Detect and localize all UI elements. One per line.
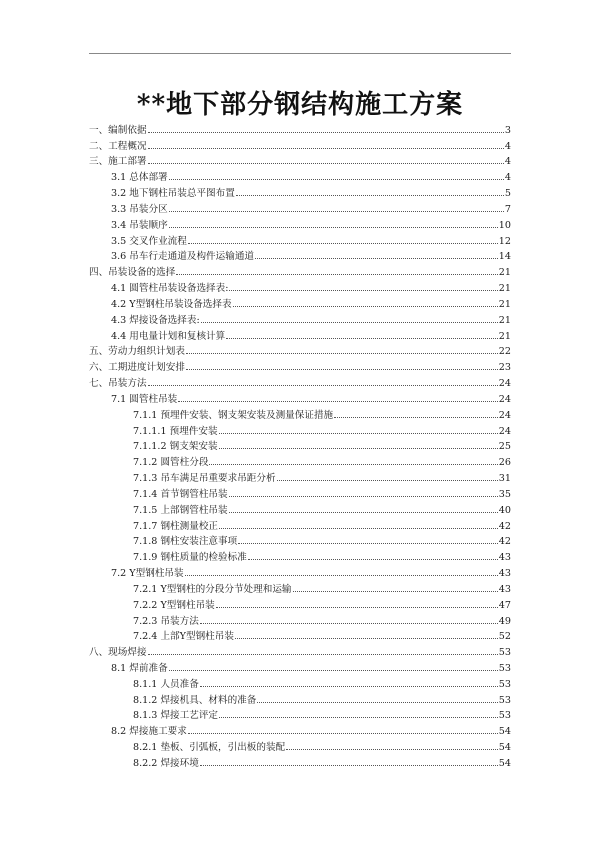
toc-entry-label: 五、劳动力组织计划表 [89,346,185,358]
toc-entry-label: 7.2.4 上部Y型钢柱吊装 [133,631,234,643]
toc-leader-dots [216,607,498,608]
toc-leader-dots [235,638,498,639]
toc-leader-dots [148,148,504,149]
toc-leader-dots [219,448,498,449]
toc-leader-dots [219,528,498,529]
toc-entry-page: 21 [498,330,511,342]
toc-entry-label: 4.2 Y型钢柱吊装设备选择表 [111,298,232,310]
toc-leader-dots [229,512,498,513]
toc-entry[interactable] [89,516,511,532]
toc-leader-dots [148,654,498,655]
toc-entry-page: 12 [498,235,511,247]
toc-entry-label: 7.1.7 钢柱测量校正 [133,520,219,532]
toc-entry-label: 一、编制依据 [89,124,147,136]
toc-entry[interactable] [89,753,511,769]
toc-entry-page: 54 [498,726,511,738]
toc-entry-label: 7.2.3 吊装方法 [133,615,199,627]
toc-leader-dots [148,385,498,386]
toc-entry[interactable] [89,199,511,215]
toc-entry-label: 八、现场焊接 [89,647,147,659]
toc-entry-page: 42 [498,520,511,532]
toc-entry-label: 7.2.2 Y型钢柱吊装 [133,599,215,611]
toc-entry[interactable] [89,310,511,326]
toc-leader-dots [219,717,498,718]
toc-entry[interactable] [89,674,511,690]
toc-entry-label: 7.1.2 圆管柱分段 [133,457,209,469]
toc-entry-page: 47 [498,599,511,611]
toc-entry-label: 7.1.8 钢柱安装注意事项 [133,536,238,548]
toc-entry[interactable] [89,326,511,342]
toc-leader-dots [293,591,498,592]
toc-entry-page: 53 [498,678,511,690]
toc-entry-label: 8.1.1 人员准备 [133,678,199,690]
toc-entry-label: 3.4 吊装顺序 [111,219,168,231]
toc-entry[interactable] [89,642,511,658]
toc-leader-dots [148,163,504,164]
toc-entry-page: 4 [504,156,511,168]
toc-leader-dots [255,258,498,259]
toc-entry-page: 4 [504,140,511,152]
toc-entry-label: 8.1.2 焊接机具、材料的准备 [133,694,257,706]
toc-entry-label: 三、施工部署 [89,156,147,168]
toc-entry[interactable] [89,342,511,358]
toc-entry-label: 8.1 焊前准备 [111,662,168,674]
toc-leader-dots [226,338,498,339]
toc-leader-dots [236,195,504,196]
toc-entry-page: 22 [498,346,511,358]
toc-entry-page: 10 [498,219,511,231]
toc-entry[interactable] [89,373,511,389]
toc-entry[interactable] [89,405,511,421]
toc-entry[interactable] [89,468,511,484]
toc-entry-label: 7.1.1.1 预埋件安装 [133,425,218,437]
toc-entry[interactable] [89,737,511,753]
toc-entry[interactable] [89,247,511,263]
toc-entry-page: 3 [504,124,511,136]
toc-entry-label: 3.1 总体部署 [111,172,168,184]
toc-entry-label: 3.5 交叉作业流程 [111,235,187,247]
toc-entry[interactable] [89,294,511,310]
toc-entry[interactable] [89,278,511,294]
table-of-contents [89,120,511,769]
toc-entry[interactable] [89,579,511,595]
toc-entry-page: 53 [498,710,511,722]
toc-leader-dots [233,306,498,307]
toc-leader-dots [229,290,497,291]
toc-entry[interactable] [89,627,511,643]
toc-entry-page: 21 [498,267,511,279]
toc-entry[interactable] [89,721,511,737]
toc-entry-label: 7.1.3 吊车满足吊重要求吊距分析 [133,473,276,485]
toc-entry-label: 4.1 圆管柱吊装设备选择表: [111,283,229,295]
toc-entry-page: 21 [498,314,511,326]
toc-entry-page: 40 [498,504,511,516]
toc-leader-dots [185,575,498,576]
toc-entry-page: 43 [498,568,511,580]
toc-entry-label: 7.1 圆管柱吊装 [111,393,178,405]
toc-leader-dots [286,749,498,750]
toc-entry-page: 4 [504,172,511,184]
toc-entry[interactable] [89,262,511,278]
toc-leader-dots [334,417,498,418]
toc-entry[interactable] [89,136,511,152]
toc-leader-dots [169,670,498,671]
toc-entry-label: 3.2 地下钢柱吊装总平图布置 [111,188,235,200]
toc-leader-dots [219,433,498,434]
toc-entry[interactable] [89,167,511,183]
toc-entry[interactable] [89,120,511,136]
toc-entry-label: 8.2 焊接施工要求 [111,726,187,738]
toc-leader-dots [248,559,498,560]
toc-entry-label: 7.1.1.2 钢支架安装 [133,441,218,453]
toc-entry[interactable] [89,389,511,405]
toc-leader-dots [238,543,498,544]
toc-entry-page: 52 [498,631,511,643]
toc-entry-page: 5 [504,188,511,200]
toc-leader-dots [148,132,504,133]
toc-entry-page: 43 [498,552,511,564]
toc-entry-page: 24 [498,393,511,405]
toc-entry-page: 24 [498,378,511,390]
toc-entry[interactable] [89,706,511,722]
toc-entry[interactable] [89,500,511,516]
toc-entry[interactable] [89,357,511,373]
toc-entry[interactable] [89,595,511,611]
toc-leader-dots [200,765,498,766]
toc-entry-label: 4.4 用电量计划和复核计算 [111,330,226,342]
toc-leader-dots [257,702,497,703]
toc-entry-label: 7.1.5 上部钢管柱吊装 [133,504,228,516]
toc-entry-label: 四、吊装设备的选择 [89,267,176,279]
toc-entry-page: 53 [498,662,511,674]
toc-entry-page: 21 [498,298,511,310]
toc-entry-label: 7.1.1 预埋件安装、钢支架安装及测量保证措施 [133,409,334,421]
toc-leader-dots [169,227,498,228]
toc-entry[interactable] [89,215,511,231]
toc-entry-page: 43 [498,583,511,595]
toc-entry-page: 25 [498,441,511,453]
toc-leader-dots [169,179,504,180]
toc-entry[interactable] [89,690,511,706]
toc-entry[interactable] [89,547,511,563]
toc-entry-label: 4.3 焊接设备选择表: [111,314,200,326]
toc-entry-page: 42 [498,536,511,548]
toc-entry-page: 54 [498,757,511,769]
toc-leader-dots [186,353,498,354]
toc-entry[interactable] [89,484,511,500]
toc-leader-dots [229,496,498,497]
toc-entry-label: 7.1.9 钢柱质量的检验标准 [133,552,247,564]
toc-leader-dots [169,211,504,212]
toc-entry[interactable] [89,658,511,674]
toc-entry[interactable] [89,532,511,548]
toc-entry-page: 54 [498,742,511,754]
toc-leader-dots [188,243,498,244]
toc-entry-label: 8.2.2 焊接环境 [133,757,199,769]
toc-entry-label: 7.1.4 首节钢管柱吊装 [133,488,228,500]
toc-leader-dots [201,322,498,323]
toc-entry-page: 7 [504,203,511,215]
toc-entry[interactable] [89,611,511,627]
toc-leader-dots [209,464,497,465]
toc-entry-page: 53 [498,694,511,706]
toc-leader-dots [277,480,498,481]
toc-leader-dots [200,623,498,624]
toc-leader-dots [188,733,498,734]
toc-entry-label: 8.2.1 垫板、引弧板，引出板的装配 [133,742,286,754]
toc-entry-page: 49 [498,615,511,627]
toc-entry-label: 二、工程概况 [89,140,147,152]
toc-entry-page: 35 [498,488,511,500]
document-title: **地下部分钢结构施工方案 [136,90,464,120]
toc-leader-dots [200,686,498,687]
toc-leader-dots [176,274,497,275]
toc-entry[interactable] [89,437,511,453]
toc-entry-page: 26 [498,457,511,469]
toc-entry-label: 六、工期进度计划安排 [89,362,185,374]
toc-entry[interactable] [89,452,511,468]
toc-entry[interactable] [89,183,511,199]
toc-leader-dots [178,401,498,402]
toc-entry-page: 23 [498,362,511,374]
toc-entry-label: 3.6 吊车行走通道及构件运输通道 [111,251,255,263]
toc-entry[interactable] [89,563,511,579]
toc-entry-page: 14 [498,251,511,263]
toc-entry-label: 3.3 吊装分区 [111,203,168,215]
toc-entry[interactable] [89,152,511,168]
toc-entry-page: 24 [498,409,511,421]
toc-entry[interactable] [89,231,511,247]
toc-entry-page: 21 [498,283,511,295]
toc-entry-label: 8.1.3 焊接工艺评定 [133,710,219,722]
toc-entry-label: 7.2 Y型钢柱吊装 [111,568,184,580]
toc-entry-page: 31 [498,473,511,485]
toc-entry-page: 53 [498,647,511,659]
header-rule [89,53,511,54]
toc-entry-label: 7.2.1 Y型钢柱的分段分节处理和运输 [133,583,292,595]
toc-entry[interactable] [89,421,511,437]
toc-entry-page: 24 [498,425,511,437]
toc-entry-label: 七、吊装方法 [89,378,147,390]
toc-leader-dots [186,369,498,370]
